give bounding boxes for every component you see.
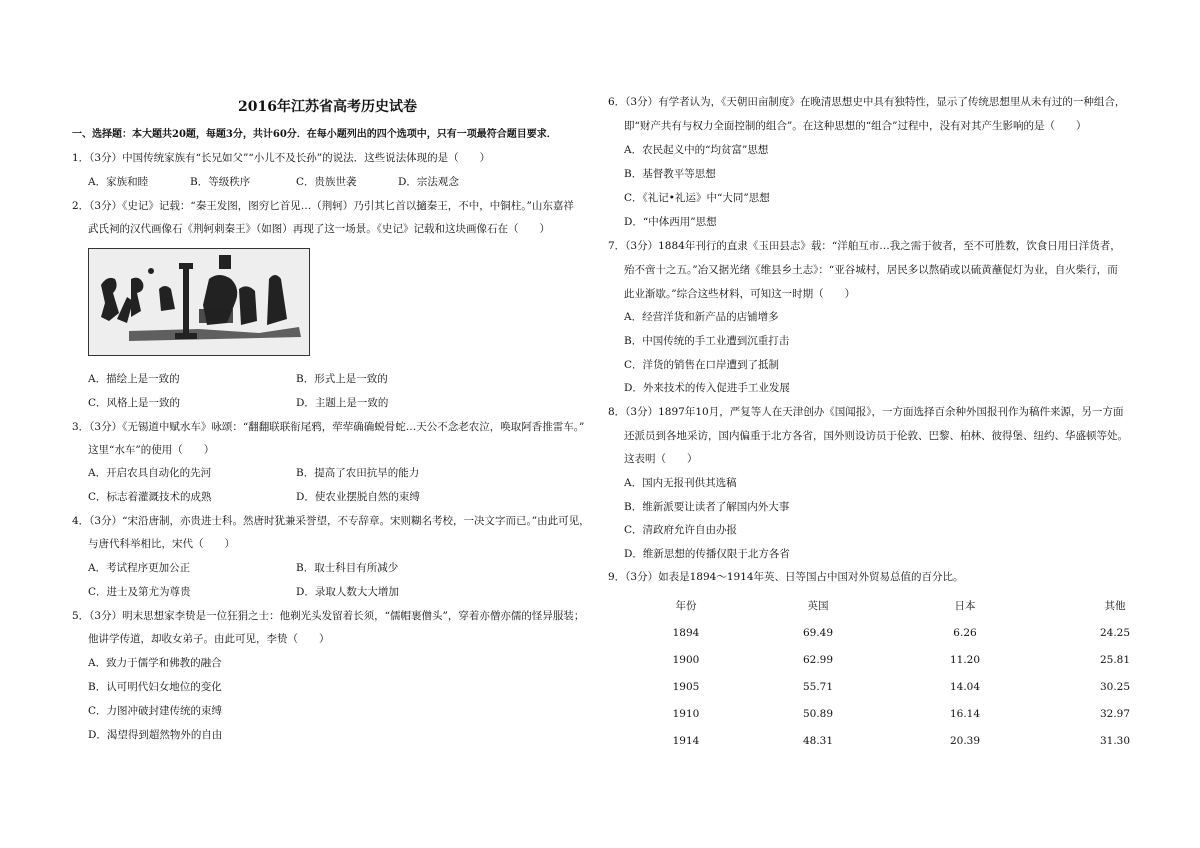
question-5-stem-line-2: 他讲学传道，却收女弟子。由此可见，李贽（ ） (88, 633, 330, 645)
table-cell: 25.81 (1099, 653, 1131, 666)
table-cell: 55.71 (802, 680, 834, 693)
table-cell: 24.25 (1099, 626, 1131, 639)
question-4-option-a: A．考试程序更加公正 (88, 562, 191, 574)
question-1-option-b: B．等级秩序 (190, 176, 251, 188)
table-row (628, 700, 1192, 727)
table-row (628, 619, 1192, 646)
question-8-option-a: A．国内无报刊供其选稿 (624, 477, 737, 489)
question-3-stem-line-2: 这里“水车”的使用（ ） (88, 444, 215, 456)
table-row (628, 673, 1192, 700)
question-6-option-b: B．基督教平等思想 (624, 168, 716, 180)
question-7-option-b: B．中国传统的手工业遭到沉重打击 (624, 335, 790, 347)
table-header-cell: 英国 (807, 600, 829, 612)
question-2-option-a: A．描绘上是一致的 (88, 373, 180, 385)
question-2-option-d: D．主题上是一致的 (296, 397, 389, 409)
question-7-option-d: D．外来技术的传入促进手工业发展 (624, 382, 790, 394)
question-8-stem-line-1: 8．（3分）1897年10月，严复等人在天津创办《国闻报》，一方面选择百余种外国报刊作为稿件来源，另一方面 (608, 406, 1124, 418)
question-8-stem-line-2: 还派员到各地采访，国内偏重于北方各省，国外则设访员于伦敦、巴黎、柏林、彼得堡、纽约、华盛顿等处。 (624, 430, 1128, 442)
table-cell: 30.25 (1099, 680, 1131, 693)
table-cell: 50.89 (802, 707, 834, 720)
question-6-stem-line-2: 即“财产共有与权力全面控制的组合”。在这种思想的“组合”过程中，没有对其产生影响的是（ ） (624, 120, 1087, 132)
question-6-stem-line-1: 6．（3分）有学者认为，《天朝田亩制度》在晚清思想史中具有独特性，显示了传统思想里从未有过的一种组合， (608, 96, 1126, 108)
table-header-cell: 日本 (954, 600, 976, 612)
question-6-option-a: A．农民起义中的“均贫富”思想 (624, 144, 769, 156)
question-3-option-a: A．开启农具自动化的先河 (88, 467, 212, 479)
question-1-option-c: C．贵族世袭 (296, 176, 357, 188)
question-4-option-b: B．取士科目有所减少 (296, 562, 399, 574)
table-cell: 20.39 (949, 734, 981, 747)
question-7-stem-line-1: 7．（3分）1884年刊行的直隶《玉田县志》载：“洋舶互市…我之需于彼者，至不可胜数，饮食日用日洋货者， (608, 240, 1121, 252)
question-5-option-a: A．致力于儒学和佛教的融合 (88, 657, 222, 669)
question-7-stem-line-2: 殆不啻十之五。”冶又据光绪《维县乡土志》：“亚谷城村，居民多以熬硝或以硫黄蘸促灯为业，自火柴行，而 (624, 264, 1118, 276)
question-8-option-b: B．维新派要让读者了解国内外大事 (624, 501, 790, 513)
question-4-stem-line-2: 与唐代科举相比，宋代（ ） (88, 538, 235, 550)
question-4-option-c: C．进士及第尤为尊贵 (88, 586, 191, 598)
question-1-option-d: D．宗法观念 (398, 176, 459, 188)
table-cell: 1894 (672, 626, 700, 639)
question-3-option-b: B．提高了农田抗旱的能力 (296, 467, 420, 479)
table-cell: 1900 (672, 653, 700, 666)
table-cell: 31.30 (1099, 734, 1131, 747)
table-header-cell: 年份 (675, 600, 697, 612)
table-cell: 62.99 (802, 653, 834, 666)
question-2-stem-line-1: 2．（3分）《史记》记载：“秦王发图，图穷匕首见…（荆轲）乃引其匕首以擿秦王，不中，中铜柱。”山东嘉祥 (72, 200, 574, 212)
question-2-stem-line-2: 武氏祠的汉代画像石《荆轲刺秦王》（如图）再现了这一场景。《史记》记载和这块画像石在（ ） (88, 223, 550, 235)
question-3-stem-line-1: 3．（3分）《无锡道中赋水车》咏颂：“翻翻联联衔尾鸦，荦荦确确蜕骨蛇…天公不念老农泣，唤取阿香推雷车。” (72, 421, 585, 433)
trade-share-table (628, 592, 1192, 754)
question-7-option-a: A．经营洋货和新产品的店铺增多 (624, 311, 779, 323)
table-cell: 1905 (672, 680, 700, 693)
table-row (628, 727, 1192, 754)
question-7-stem-line-3: 此业渐歇。”综合这些材料，可知这一时期（ ） (624, 288, 856, 300)
table-header-row (628, 592, 1192, 619)
question-5-option-c: C．力图冲破封建传统的束缚 (88, 705, 223, 717)
question-1-stem: 1．（3分）中国传统家族有“长兄如父”“小儿不及长孙”的说法．这些说法体现的是（ ） (72, 152, 491, 164)
question-8-option-c: C．清政府允许自由办报 (624, 524, 738, 536)
table-cell: 69.49 (802, 626, 834, 639)
table-cell: 14.04 (949, 680, 981, 693)
table-cell: 16.14 (949, 707, 981, 720)
question-9-stem: 9．（3分）如表是1894～1914年英、日等国占中国对外贸易总值的百分比。 (608, 571, 964, 583)
table-cell: 48.31 (802, 734, 834, 747)
question-2-option-b: B．形式上是一致的 (296, 373, 388, 385)
table-header-cell: 其他 (1104, 600, 1126, 612)
stone-relief-image (88, 248, 310, 356)
question-2-option-c: C．风格上是一致的 (88, 397, 181, 409)
table-cell: 32.97 (1099, 707, 1131, 720)
question-5-stem-line-1: 5．（3分）明末思想家李贽是一位狂狷之士：他剃光头发留着长须，“儒帽裹僧头”，穿着亦僧亦儒的怪异服装； (72, 610, 585, 622)
table-cell: 11.20 (949, 653, 981, 666)
question-6-option-d: D．“中体西用”思想 (624, 216, 717, 228)
table-cell: 6.26 (953, 626, 977, 639)
question-4-option-d: D．录取人数大大增加 (296, 586, 399, 598)
question-7-option-c: C．洋货的销售在口岸遭到了抵制 (624, 359, 780, 371)
question-1-option-a: A．家族和睦 (88, 176, 149, 188)
page-title: 2016年江苏省高考历史试卷 (238, 99, 417, 115)
question-3-option-d: D．使农业摆脱自然的束缚 (296, 491, 420, 503)
question-5-option-d: D．渴望得到超然物外的自由 (88, 729, 223, 741)
table-row (628, 646, 1192, 673)
question-8-stem-line-3: 这表明（ ） (624, 453, 698, 465)
table-cell: 1914 (672, 734, 700, 747)
table-cell: 1910 (672, 707, 700, 720)
question-6-option-c: C．《礼记•礼运》中“大同”思想 (624, 192, 770, 204)
section-heading: 一、选择题：本大题共20题，每题3分，共计60分．在每小题列出的四个选项中，只有一项最符合题目要求． (72, 129, 557, 140)
question-5-option-b: B．认可明代妇女地位的变化 (88, 681, 222, 693)
question-3-option-c: C．标志着灌溉技术的成熟 (88, 491, 212, 503)
question-4-stem-line-1: 4．（3分）“宋沿唐制，亦贵进士科。然唐时犹兼采誉望，不专辞章。宋则糊名考校，一决文字而已。”由此可见， (72, 515, 590, 527)
question-8-option-d: D．维新思想的传播仅限于北方各省 (624, 548, 790, 560)
